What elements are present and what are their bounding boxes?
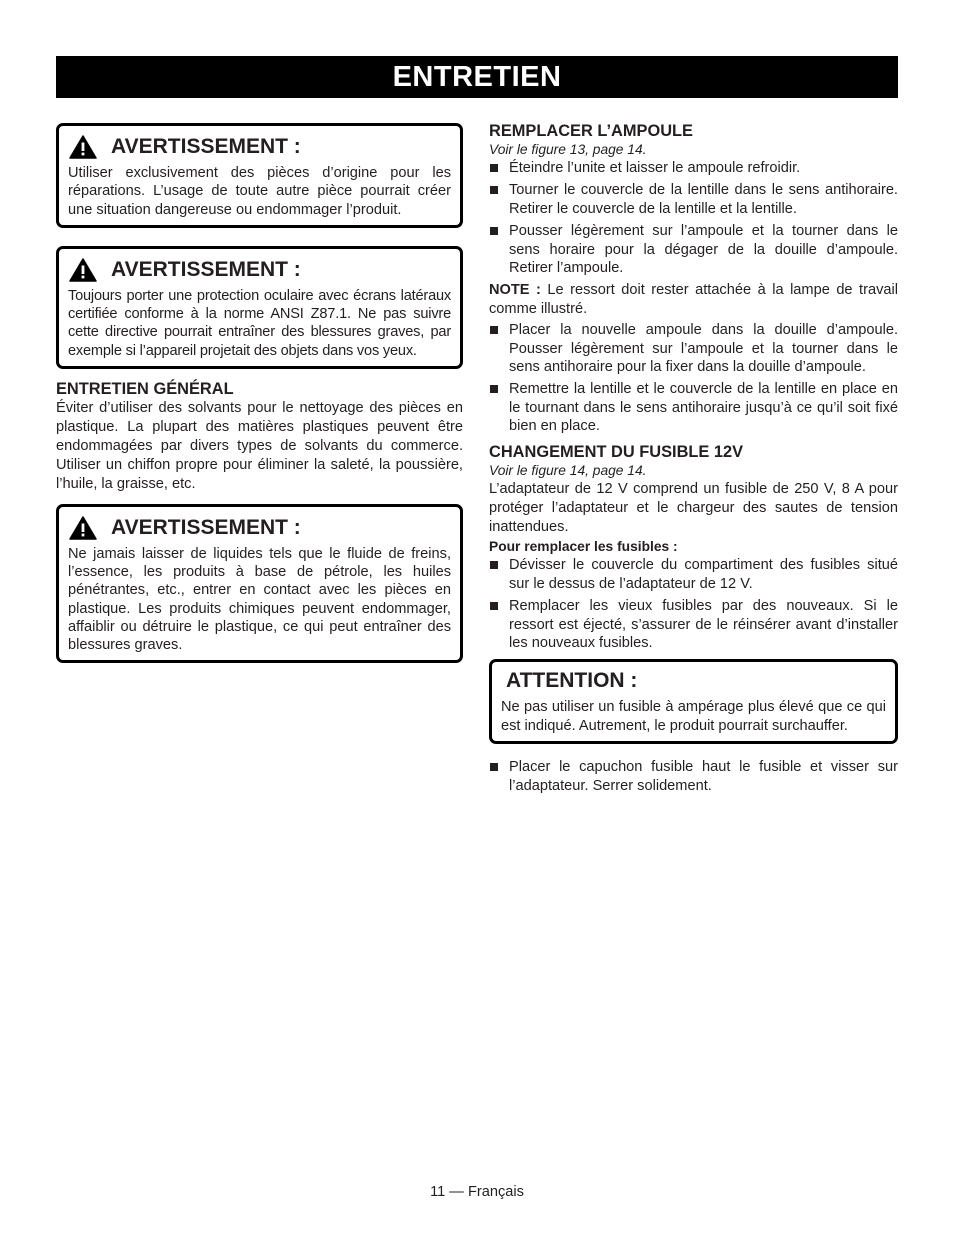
- warning-triangle-icon: [69, 258, 97, 282]
- fuse-steps-list: [489, 556, 898, 652]
- warning-heading: AVERTISSEMENT :: [111, 135, 301, 158]
- list-item: Placer la nouvelle ampoule dans la douille d’ampoule. Pousser légèrement sur l’ampoule et la tourner dans le sens antihoraire pour la fixer dans la douille d’ampoule.: [489, 321, 898, 376]
- list-item: Remplacer les vieux fusibles par des nouveaux. Si le ressort est éjecté, s’assurer de le réinsérer avant d’installer les nouveaux fusibles.: [489, 597, 898, 652]
- warning-header: [68, 135, 451, 159]
- bullet-square-icon: [490, 326, 498, 334]
- attention-header: [501, 668, 886, 694]
- warning-triangle-icon: [69, 135, 97, 159]
- page-footer: 11 — Français: [430, 1184, 524, 1200]
- bulb-steps-list-2: [489, 321, 898, 435]
- list-item: Tourner le couvercle de la lentille dans le sens antihoraire. Retirer le couvercle de la lentille et la lentille.: [489, 181, 898, 218]
- note-label: NOTE :: [489, 282, 541, 299]
- attention-text: Ne pas utiliser un fusible à ampérage plus élevé que ce qui est indiqué. Autrement, le produit pourrait surchauffer.: [501, 699, 886, 734]
- left-column: [56, 123, 463, 681]
- section-title-fuse: CHANGEMENT DU FUSIBLE 12V: [489, 442, 744, 461]
- warning-box-eye-protection: [56, 246, 463, 369]
- warning-header: [68, 258, 451, 282]
- page-title: ENTRETIEN: [392, 61, 562, 93]
- warning-heading: AVERTISSEMENT :: [111, 257, 301, 281]
- warning-text: Ne jamais laisser de liquides tels que le fluide de freins, l’essence, les produits à base de pétrole, les huiles pénétrantes, etc., entrer en contact avec les pièces en plastique. Les produits chimiques peuvent endommager, affaiblir ou détruire le plastique, ce qui peut entraîner des blessures graves.: [68, 545, 451, 654]
- warning-box-parts: [56, 123, 463, 228]
- figure-reference: Voir le figure 14, page 14.: [489, 462, 647, 478]
- fuse-intro-text: L’adaptateur de 12 V comprend un fusible de 250 V, 8 A pour protéger l’adaptateur et le chargeur des sautes de tension inattendues.: [489, 480, 898, 536]
- general-maintenance-text: Éviter d’utiliser des solvants pour le nettoyage des pièces en plastique. La plupart des matières plastiques peuvent être endommagées par divers types de solvants du commerce. Utiliser un chiffon propre pour éliminer la saleté, la poussière, l’huile, la graisse, etc.: [56, 400, 463, 492]
- note-text: Le ressort doit rester attachée à la lampe de travail comme illustré.: [489, 282, 898, 317]
- bulb-steps-list: [489, 159, 898, 277]
- warning-text: Toujours porter une protection oculaire avec écrans latéraux certifiée conforme à la norme ANSI Z87.1. Ne pas suivre cette directive pourrait entraîner des blessures graves, par exemple si l’appareil projetait des objets dans vos yeux.: [68, 287, 451, 359]
- warning-text: Utiliser exclusivement des pièces d’origine pour les réparations. L’usage de toute autre pièce pourrait créer une situation dangereuse ou endommager l’produit.: [68, 165, 451, 218]
- warning-triangle-icon: [69, 516, 97, 540]
- list-item: Dévisser le couvercle du compartiment des fusibles situé sur le dessus de l’adaptateur de 12 V.: [489, 556, 898, 593]
- list-item: Pousser légèrement sur l’ampoule et la tourner dans le sens horaire pour la dégager de la douille d’ampoule. Retirer l’ampoule.: [489, 222, 898, 277]
- warning-box-liquids: [56, 504, 463, 664]
- warning-header: [68, 516, 451, 540]
- fuse-subheading: Pour remplacer les fusibles :: [489, 539, 678, 555]
- section-title-replace-bulb: REMPLACER L’AMPOULE: [489, 122, 693, 140]
- bullet-square-icon: [490, 561, 498, 569]
- warning-heading: AVERTISSEMENT :: [111, 515, 301, 539]
- figure-reference: Voir le figure 13, page 14.: [489, 142, 647, 157]
- note: [489, 281, 898, 318]
- list-item: Remettre la lentille et le couvercle de la lentille en place en le tournant dans le sens antihoraire jusqu’à ce qu’il soit fixé bien en place.: [489, 380, 898, 435]
- bullet-square-icon: [490, 602, 498, 610]
- bullet-square-icon: [490, 763, 498, 771]
- list-item: Placer le capuchon fusible haut le fusible et visser sur l’adaptateur. Serrer solidement.: [489, 758, 898, 795]
- bullet-square-icon: [490, 385, 498, 393]
- list-item: Éteindre l’unite et laisser le ampoule refroidir.: [489, 159, 898, 177]
- bullet-square-icon: [490, 227, 498, 235]
- bullet-square-icon: [490, 186, 498, 194]
- section-title-general-maintenance: ENTRETIEN GÉNÉRAL: [56, 380, 234, 399]
- attention-box: [489, 659, 898, 744]
- attention-heading: ATTENTION :: [506, 669, 638, 693]
- right-column: [489, 121, 898, 799]
- page-title-banner: [56, 56, 898, 98]
- bullet-square-icon: [490, 164, 498, 172]
